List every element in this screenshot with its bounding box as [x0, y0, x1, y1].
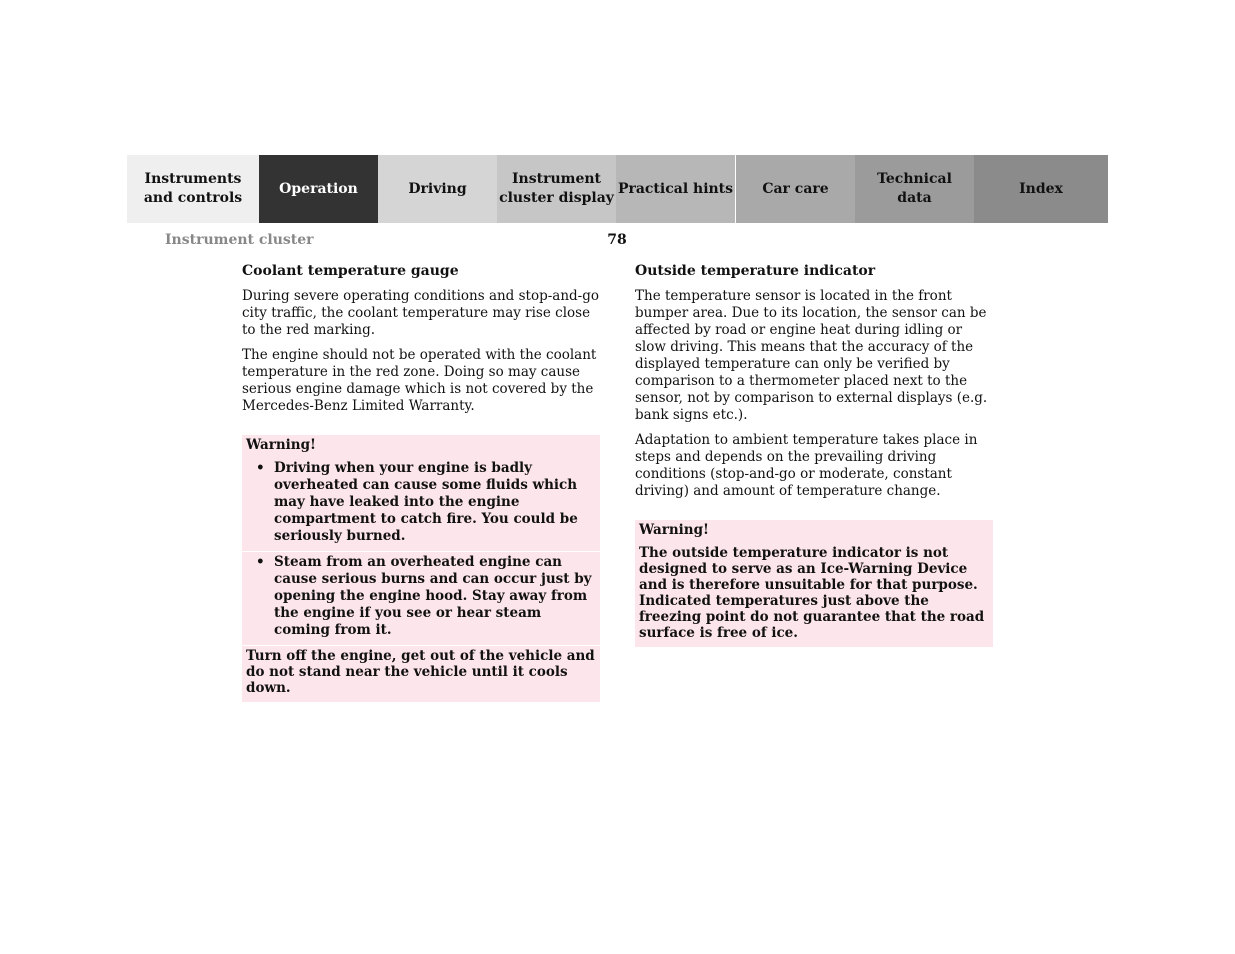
coolant-paragraph: The engine should not be operated with the coolant temperature in the red zone. Doing so may cause serious engine damage which is not covered by the Mercedes-Benz Limited Warranty.: [242, 347, 597, 414]
tab-practical-hints[interactable]: Practical hints: [616, 155, 736, 223]
coolant-heading: Coolant temperature gauge: [242, 263, 459, 279]
outside-temperature-heading: Outside temperature indicator: [635, 263, 876, 279]
tab-instruments-and-controls[interactable]: Instruments and controls: [127, 155, 259, 223]
bullet-icon: •: [256, 460, 265, 476]
warning-item-text: Driving when your engine is badly overheated can cause some fluids which may have leaked into the engine compartment to catch fire. You could be seriously burned.: [274, 460, 578, 544]
coolant-warning-box: [242, 435, 600, 702]
outside-temperature-paragraph: The temperature sensor is located in the front bumper area. Due to its location, the sensor can be affected by road or engine heat during idling or slow driving. This means that the accuracy of the displayed temperature can only be verified by comparison to a thermometer placed next to the sensor, not by comparison to external displays (e.g. bank signs etc.).: [635, 288, 988, 423]
tab-operation[interactable]: Operation: [259, 155, 378, 223]
section-title: Instrument cluster: [165, 232, 314, 248]
outside-temperature-paragraph: Adaptation to ambient temperature takes place in steps and depends on the prevailing driving conditions (stop-and-go or moderate, constant driving) and amount of temperature change.: [635, 432, 978, 499]
warning-list-item: [242, 460, 600, 551]
warning-title: Warning!: [246, 437, 316, 453]
coolant-temperature-section: [242, 262, 600, 702]
tab-car-care[interactable]: Car care: [736, 155, 855, 223]
bullet-icon: •: [256, 554, 265, 570]
warning-list-item: [242, 551, 600, 645]
warning-body: The outside temperature indicator is not designed to serve as an Ice-Warning Device and is therefore unsuitable for that purpose. Indicated temperatures just above the freezing point do not guarantee that the road surface is free of ice.: [639, 545, 985, 641]
page-number: 78: [607, 232, 627, 248]
outside-temperature-section: [635, 262, 993, 647]
warning-title: Warning!: [639, 522, 709, 538]
tab-driving[interactable]: Driving: [378, 155, 497, 223]
tab-index[interactable]: Index: [974, 155, 1108, 223]
warning-item-text: Steam from an overheated engine can cause serious burns and can occur just by opening the engine hood. Stay away from the engine if you see or hear steam coming from it.: [274, 554, 592, 638]
tab-technical-data[interactable]: Technical data: [855, 155, 974, 223]
chapter-tabs: [127, 155, 1108, 223]
tab-instrument-cluster-display[interactable]: Instrument cluster display: [497, 155, 616, 223]
ice-warning-box: [635, 520, 993, 647]
coolant-paragraph: During severe operating conditions and stop-and-go city traffic, the coolant temperature may rise close to the red marking.: [242, 288, 600, 338]
warning-footer: Turn off the engine, get out of the vehicle and do not stand near the vehicle until it cools down.: [242, 645, 600, 702]
